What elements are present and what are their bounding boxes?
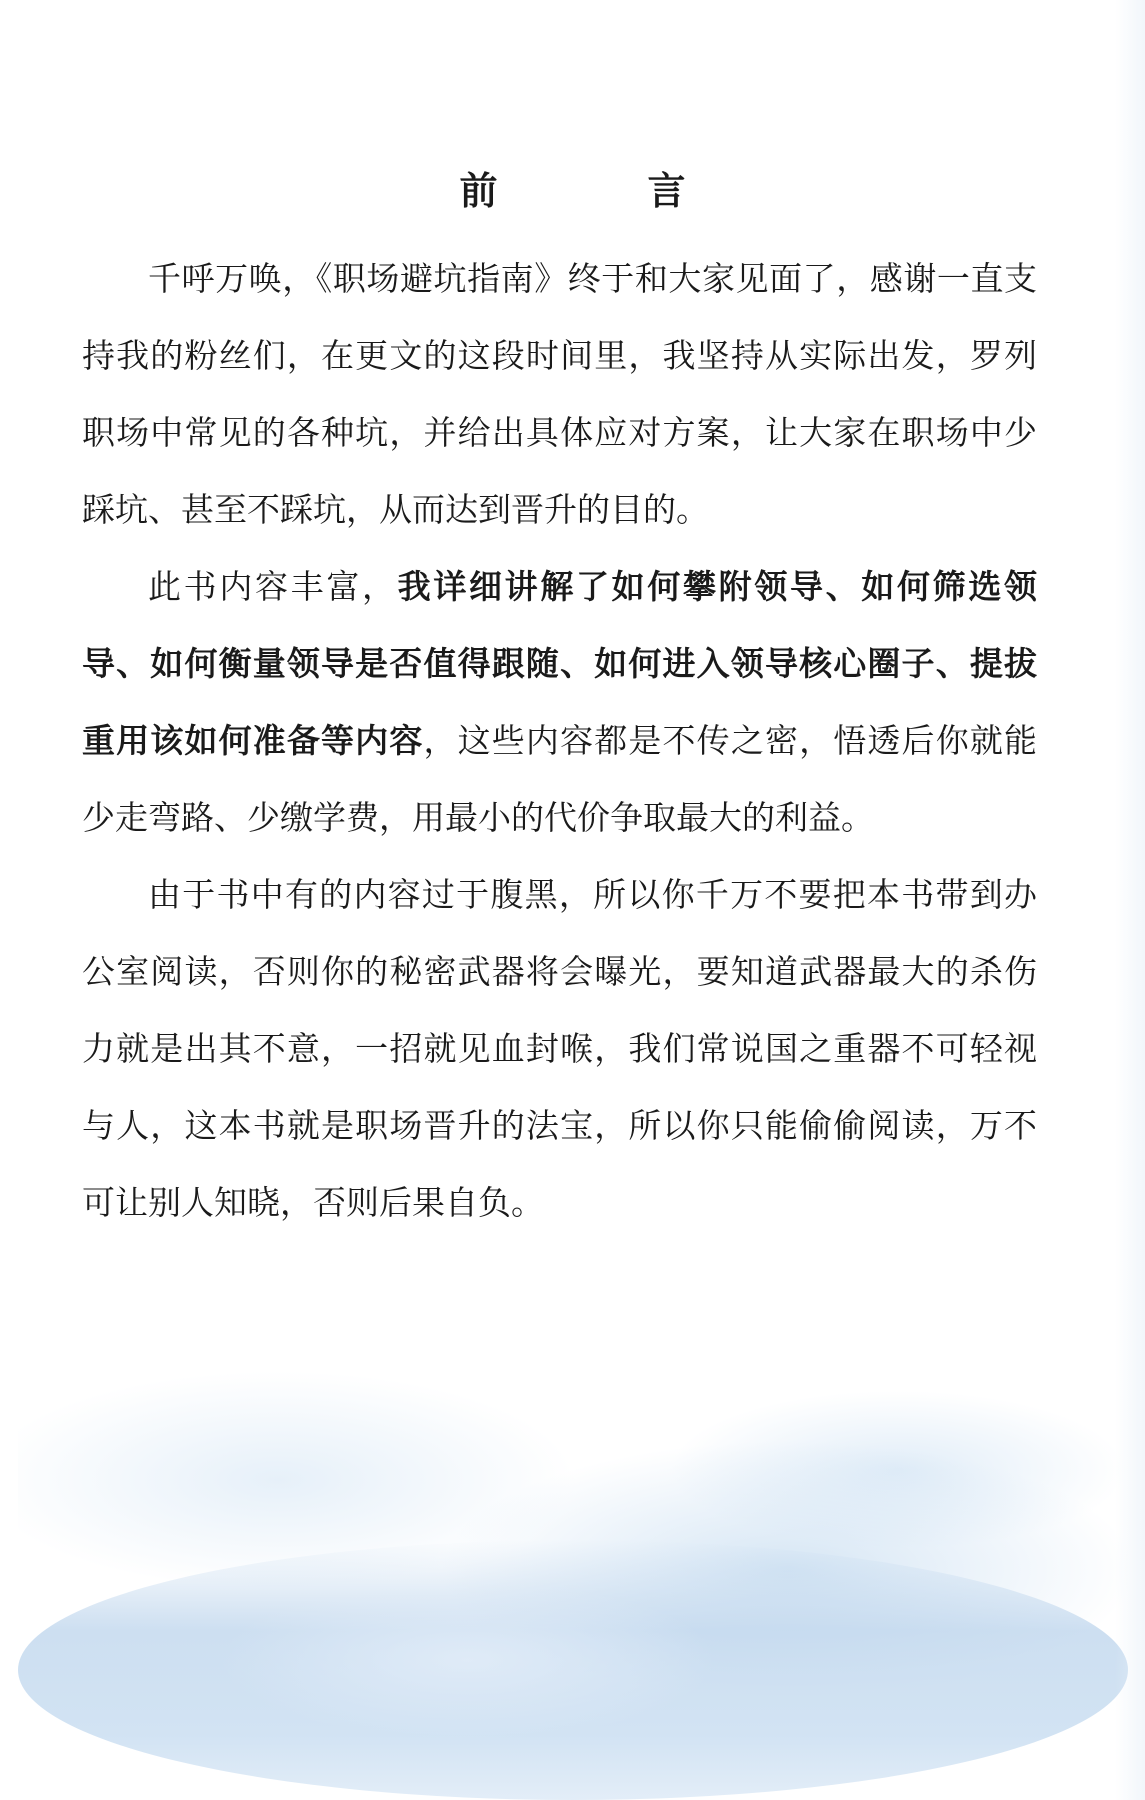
paragraph-2 xyxy=(82,548,1037,856)
preface-body xyxy=(82,240,1037,1241)
page-edge-shading xyxy=(1115,0,1145,1800)
paragraph-1-text: 千呼万唤，《职场避坑指南》终于和大家见面了，感谢一直支持我的粉丝们，在更文的这段时间里，我坚持从实际出发，罗列职场中常见的各种坑，并给出具体应对方案，让大家在职场中少踩坑、甚至不踩坑，从而达到晋升的目的。 xyxy=(82,259,1037,529)
paragraph-2-text-start: 此书内容丰富， xyxy=(148,567,398,606)
paragraph-3-text: 由于书中有的内容过于腹黑，所以你千万不要把本书带到办公室阅读，否则你的秘密武器将会曝光，要知道武器最大的杀伤力就是出其不意，一招就见血封喉，我们常说国之重器不可轻视与人，这本书就是职场晋升的法宝，所以你只能偷偷阅读，万不可让别人知晓，否则后果自负。 xyxy=(82,875,1037,1222)
cloud-background-decoration xyxy=(18,1330,1128,1800)
page-title xyxy=(0,160,1145,215)
paragraph-1 xyxy=(82,240,1037,548)
paragraph-2-bold-text: 我详细讲解了如何攀附领导、如何筛选领导、如何衡量领导是否值得跟随、如何进入领导核心圈子、提拔重用该如何准备等内容 xyxy=(82,567,1038,760)
cloud-layer xyxy=(218,1580,718,1740)
title-char-1: 前 xyxy=(459,168,498,213)
title-char-2: 言 xyxy=(647,168,686,213)
paragraph-3 xyxy=(82,856,1037,1241)
paragraph-2-text-end: ，这些内容都是不传之密，悟透后你就能少走弯路、少缴学费，用最小的代价争取最大的利益。 xyxy=(82,721,1038,837)
